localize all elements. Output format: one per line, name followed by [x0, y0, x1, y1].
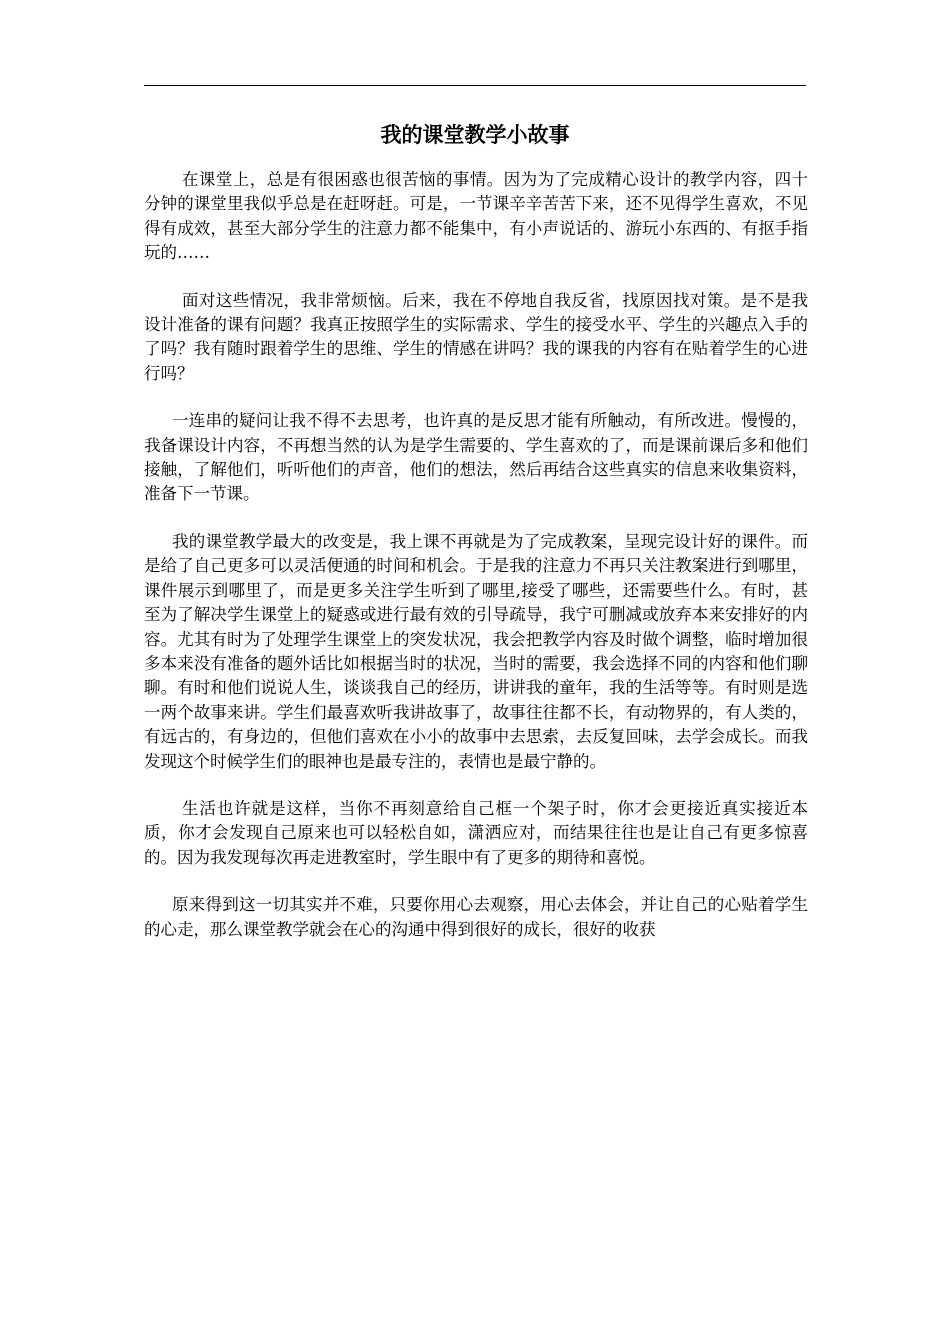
document-title: 我的课堂教学小故事 — [380, 122, 570, 147]
paragraph-2: 面对这些情况，我非常烦恼。后来，我在不停地自我反省，找原因找对策。是不是我设计准备的课有问题？我真正按照学生的实际需求、学生的接受水平、学生的兴趣点入手的了吗？我有随时跟着学生的思维、学生的情感在讲吗？我的课我的内容有在贴着学生的心进行吗？ — [144, 290, 808, 383]
paragraph-1: 在课堂上，总是有很困惑也很苦恼的事情。因为为了完成精心设计的教学内容，四十分钟的课堂里我似乎总是在赶呀赶。可是，一节课辛辛苦苦下来，还不见得学生喜欢，不见得有成效，甚至大部分学生的注意力都不能集中，有小声说话的、游玩小东西的、有抠手指玩的…… — [144, 170, 808, 263]
paragraph-4: 我的课堂教学最大的改变是，我上课不再就是为了完成教案，呈现完设计好的课件。而是给了自己更多可以灵活便通的时间和机会。于是我的注意力不再只关注教案进行到哪里，课件展示到哪里了，而是更多关注学生听到了哪里,接受了哪些，还需要些什么。有时，甚至为了解决学生课堂上的疑惑或进行最有效的引导疏导，我宁可删减或放弃本来安排好的内容。尤其有时为了处理学生课堂上的突发状况，我会把教学内容及时做个调整，临时增加很多本来没有准备的题外话比如根据当时的状况，当时的需要，我会选择不同的内容和他们聊聊。有时和他们说说人生，谈谈我自己的经历，讲讲我的童年，我的生活等等。有时则是选一两个故事来讲。学生们最喜欢听我讲故事了，故事往往都不长，有动物界的，有人类的，有远古的，有身边的，但他们喜欢在小小的故事中去思索，去反复回味，去学会成长。而我发现这个时候学生们的眼神也是最专注的，表情也是最宁静的。 — [144, 531, 808, 771]
paragraph-3: 一连串的疑问让我不得不去思考，也许真的是反思才能有所触动，有所改进。慢慢的，我备课设计内容，不再想当然的认为是学生需要的、学生喜欢的了，而是课前课后多和他们接触，了解他们，听听他们的声音，他们的想法，然后再结合这些真实的信息来收集资料，准备下一节课。 — [144, 411, 808, 504]
header-rule — [144, 85, 806, 86]
paragraph-6: 原来得到这一切其实并不难，只要你用心去观察，用心去体会，并让自己的心贴着学生的心走，那么课堂教学就会在心的沟通中得到很好的成长，很好的收获 — [144, 895, 808, 939]
paragraph-5: 生活也许就是这样，当你不再刻意给自己框一个架子时，你才会更接近真实接近本质，你才会发现自己原来也可以轻松自如，潇洒应对，而结果往往也是让自己有更多惊喜的。因为我发现每次再走进教室时，学生眼中有了更多的期待和喜悦。 — [144, 798, 808, 867]
document-body — [144, 168, 808, 965]
